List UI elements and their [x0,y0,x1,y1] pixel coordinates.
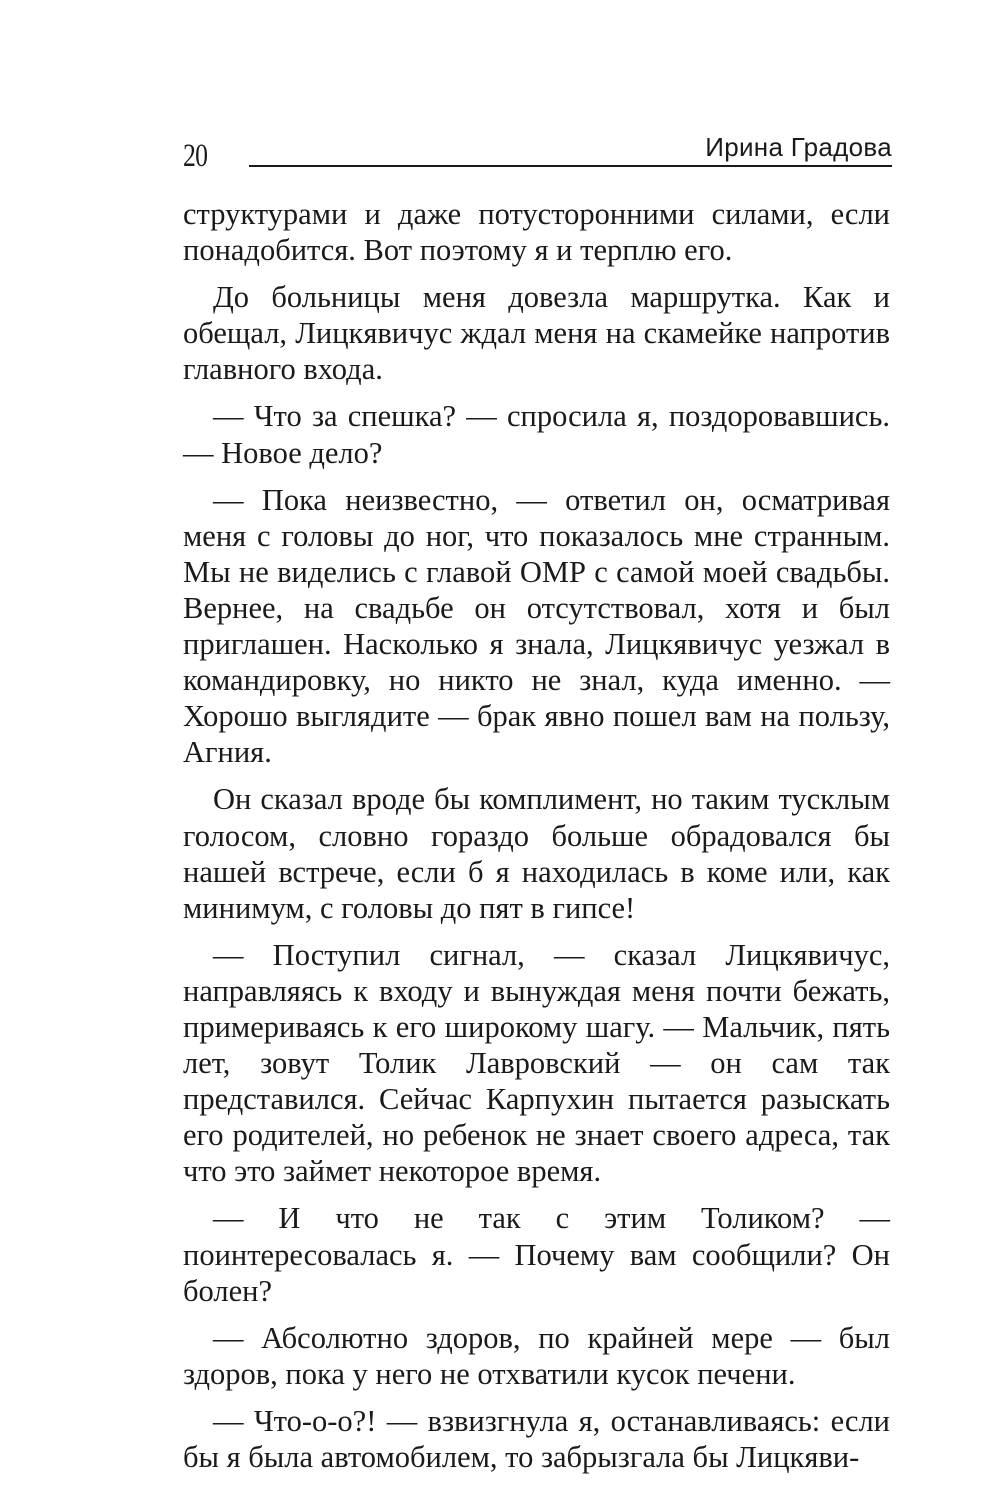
paragraph: — Поступил сигнал, — сказал Лицкявичус, направляясь к входу и вынуждая меня почти бежать, примериваясь к его широкому шагу. — Мальчик, пять лет, зовут Толик Лавровский — он сам так представился. Сейчас Карпухин пытается разыскать его родителей, но ребенок не знает своего адреса, так что это займет некоторое время. [183,937,890,1189]
header-rule [249,165,892,167]
paragraph: — Что-о-о?! — взвизгнула я, останавливаясь: если бы я была автомобилем, то забрызгала бы Лицкяви- [183,1403,890,1474]
paragraph: До больницы меня довезла маршрутка. Как и обещал, Лицкявичус ждал меня на скамейке напротив главного входа. [183,280,890,387]
paragraph: — Абсолютно здоров, по крайней мере — был здоров, пока у него не отхватили кусок печени. [183,1320,890,1391]
running-head-author: Ирина Градова [705,132,892,162]
paragraph: Он сказал вроде бы комплимент, но таким тусклым голосом, словно гораздо больше обрадовался бы нашей встрече, если б я находилась в коме или, как минимум, с головы до пят в гипсе! [183,782,890,925]
paragraph: структурами и даже потусторонними силами, если понадобится. Вот поэтому я и терплю его. [183,197,890,268]
page-header [183,132,892,180]
paragraph: — Пока неизвестно, — ответил он, осматривая меня с головы до ног, что показалось мне странным. Мы не виделись с главой ОМР с самой моей свадьбы. Вернее, на свадьбе он отсутствовал, хотя и был приглашен. Насколько я знала, Лицкявичус уезжал в командировку, но никто не знал, куда именно. — Хорошо выглядите — брак явно пошел вам на пользу, Агния. [183,482,890,770]
page-number: 20 [183,138,208,174]
page-text [183,196,890,1475]
paragraph: — Что за спешка? — спросила я, поздоровавшись. — Новое дело? [183,399,890,470]
paragraph: — И что не так с этим Толиком? — поинтересовалась я. — Почему вам сообщили? Он болен? [183,1201,890,1308]
